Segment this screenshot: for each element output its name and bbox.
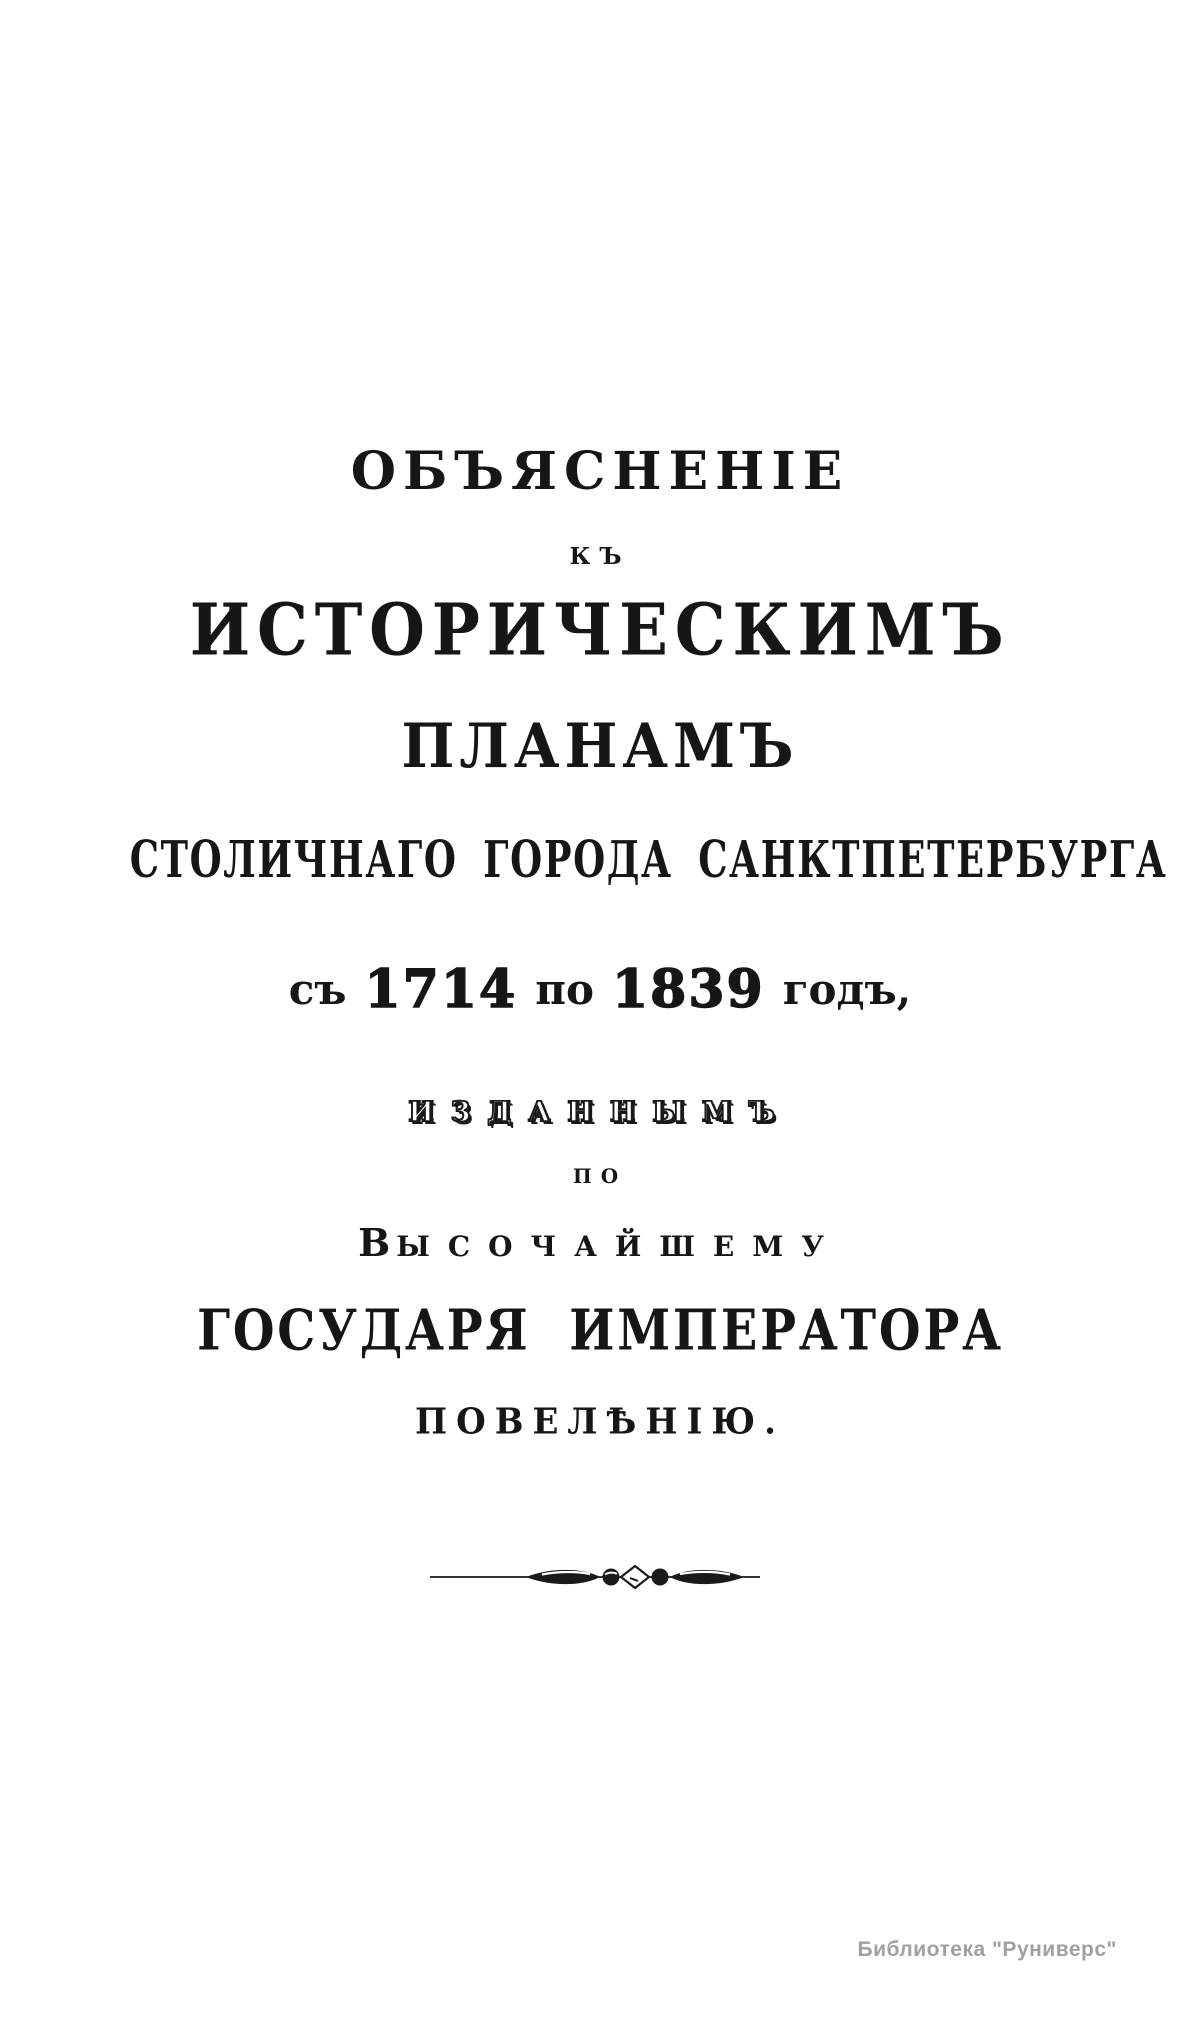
library-watermark: Библиотека "Руниверс" (857, 1938, 1117, 1961)
title-line-plans (0, 710, 1200, 782)
title-line-highest (0, 1220, 1200, 1265)
highest-rest-text: ЫСОЧАЙШЕМУ (396, 1230, 842, 1263)
year-from-word: съ (288, 965, 347, 1014)
title-line-emperor-text: ГОСУДАРЯ ИМПЕРАТОРА (196, 1297, 1004, 1364)
title-line-by: ПО (572, 1164, 628, 1188)
title-line-capital-city (0, 829, 1200, 889)
highest-initial-letter: В (358, 1220, 397, 1265)
title-line-published: ИЗДАННЫМЪ (408, 1097, 792, 1128)
year-from-value: 1714 (364, 959, 518, 1020)
title-line-decree (0, 1400, 1200, 1443)
year-to-value: 1839 (611, 959, 765, 1020)
title-line-capital-city-text: СТОЛИЧНАГО ГОРОДА САНКТПЕТЕРБУРГА (129, 829, 1168, 889)
title-line-explanation: ОБЪЯСНЕНІЕ (350, 441, 850, 502)
title-line-historical-text: ИСТОРИЧЕСКИМЪ (189, 587, 1011, 672)
title-line-to: КЪ (569, 543, 631, 570)
year-suffix-word: годъ, (782, 965, 912, 1014)
title-line-emperor (0, 1297, 1200, 1364)
title-line-plans-text: ПЛАНАМЪ (401, 710, 799, 782)
title-line-decree-text: ПОВЕЛѢНІЮ. (414, 1400, 785, 1443)
title-line-historical (0, 587, 1200, 672)
year-to-word: по (535, 965, 594, 1014)
title-line-year-range (0, 959, 1200, 1020)
ornament-divider-icon (430, 1562, 760, 1592)
